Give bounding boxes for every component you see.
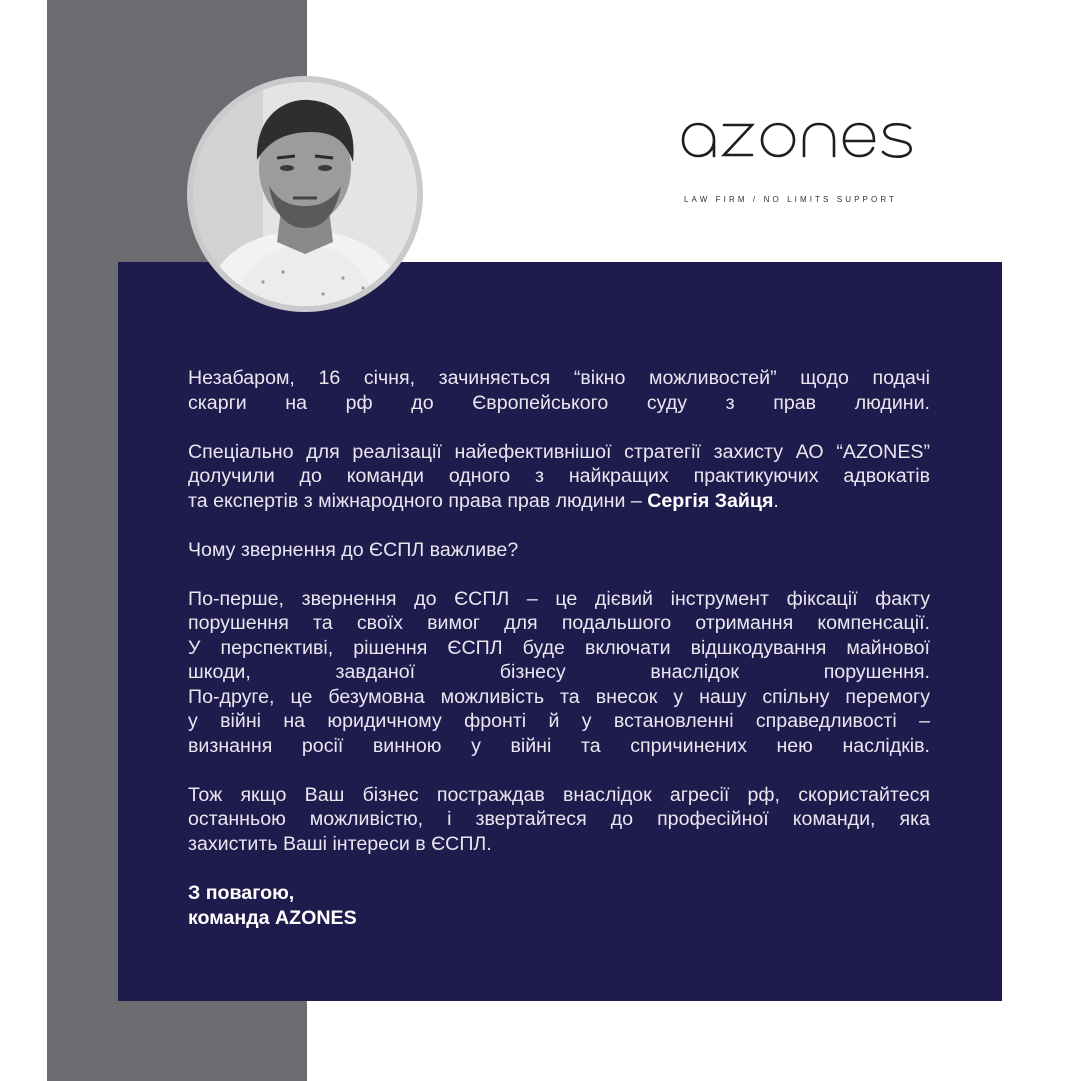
text-line: шкоди, завданої бізнесу внаслідок порушення.	[188, 661, 930, 683]
text-line: останньою можливістю, і звертайтеся до професійної команди, яка	[188, 808, 930, 830]
portrait-photo-frame	[187, 76, 423, 312]
text-line: У перспективі, рішення ЄСПЛ буде включати відшкодування майнової	[188, 636, 930, 659]
letter-body	[188, 366, 930, 931]
text-line	[188, 489, 930, 514]
text-line: Спеціально для реалізації найефективнішої стратегії захисту АО “AZONES”	[188, 440, 930, 463]
paragraph-4	[188, 587, 930, 759]
text-line: По-друге, це безумовна можливість та внесок у нашу спільну перемогу	[188, 685, 930, 708]
signoff	[188, 881, 930, 931]
signoff-team: команда AZONES	[188, 906, 357, 929]
azones-logo	[680, 112, 932, 168]
text-line: Чому звернення до ЄСПЛ важливе?	[188, 538, 519, 561]
expert-name: Сергія Зайця	[647, 489, 774, 512]
paragraph-2	[188, 440, 930, 514]
text-line: порушення та своїх вимог для подальшого отримання компенсації.	[188, 612, 930, 634]
text-line: у війні на юридичному фронті й у встановленні справедливості –	[188, 710, 930, 732]
signoff-greeting: З повагою,	[188, 881, 295, 904]
tagline: LAW FIRM / NO LIMITS SUPPORT	[684, 195, 898, 204]
text-line: По-перше, звернення до ЄСПЛ – це дієвий інструмент фіксації факту	[188, 587, 930, 610]
text-line: долучили до команди одного з найкращих практикуючих адвокатів	[188, 465, 930, 487]
text-line: Незабаром, 16 січня, зачиняється “вікно можливостей” щодо подачі	[188, 367, 930, 389]
text-line: визнання росії винною у війні та спричинених нею наслідків.	[188, 734, 930, 757]
person-portrait-icon	[193, 82, 417, 306]
text-line: захистить Ваші інтереси в ЄСПЛ.	[188, 832, 492, 855]
text-line: скарги на рф до Європейського суду з прав людини.	[188, 391, 930, 414]
portrait-photo	[193, 82, 417, 306]
azones-wordmark-icon	[680, 112, 932, 168]
text-segment: .	[773, 489, 779, 512]
text-line: Тож якщо Ваш бізнес постраждав внаслідок агресії рф, скористайтеся	[188, 783, 930, 806]
paragraph-5	[188, 783, 930, 857]
text-segment: та експертів з міжнародного права прав людини –	[188, 489, 648, 512]
paragraph-3	[188, 538, 930, 563]
paragraph-1	[188, 366, 930, 415]
